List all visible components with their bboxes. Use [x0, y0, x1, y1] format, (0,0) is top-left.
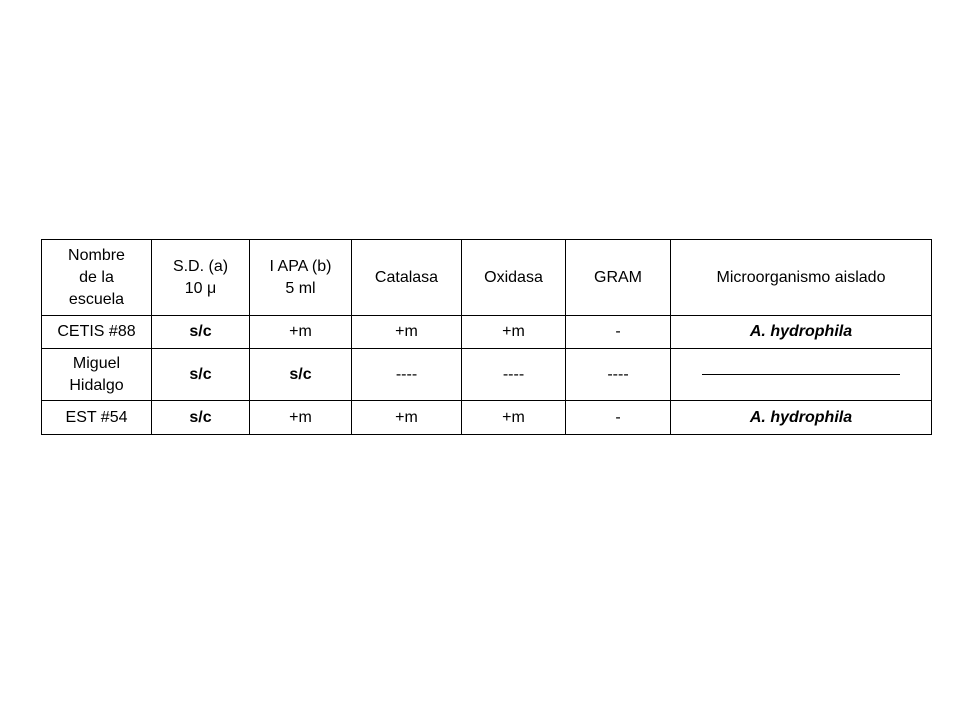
cell-oxidasa: +m — [462, 316, 566, 349]
cell-catalasa: +m — [352, 401, 462, 435]
organism-name: A. hydrophila — [749, 408, 853, 426]
table-row — [42, 349, 932, 401]
header-gram-line: GRAM — [594, 268, 642, 286]
cell-school — [42, 316, 152, 349]
cell-oxidasa: +m — [462, 401, 566, 435]
cell-sd: s/c — [152, 349, 250, 401]
header-micro-line: Microorganismo aislado — [716, 268, 886, 286]
cell-micro — [671, 316, 932, 349]
header-micro — [671, 240, 932, 316]
cell-catalasa: ---- — [352, 349, 462, 401]
header-row — [42, 240, 932, 316]
cell-iapa: +m — [250, 316, 352, 349]
cell-micro — [671, 349, 932, 401]
header-sd-line: S.D. (a) — [172, 257, 229, 275]
blank-rule — [702, 374, 900, 375]
cell-school — [42, 401, 152, 435]
school-name-line: Hidalgo — [69, 376, 124, 394]
cell-oxidasa: ---- — [462, 349, 566, 401]
cell-sd: s/c — [152, 316, 250, 349]
header-iapa — [250, 240, 352, 316]
header-sd — [152, 240, 250, 316]
header-school-line: Nombre — [68, 246, 125, 264]
header-oxidasa — [462, 240, 566, 316]
header-school-line: escuela — [68, 290, 125, 308]
header-school — [42, 240, 152, 316]
cell-sd: s/c — [152, 401, 250, 435]
header-gram — [566, 240, 671, 316]
organism-name: A. hydrophila — [749, 323, 853, 340]
table-row — [42, 401, 932, 435]
header-sd-line: 10 μ — [184, 279, 217, 297]
cell-micro — [671, 401, 932, 435]
header-catalasa — [352, 240, 462, 316]
table-row — [42, 316, 932, 349]
cell-gram: - — [566, 401, 671, 435]
header-iapa-line: 5 ml — [285, 279, 316, 297]
school-name: EST #54 — [65, 408, 128, 426]
header-catalasa-line: Catalasa — [374, 268, 439, 286]
cell-catalasa: +m — [352, 316, 462, 349]
results-table — [41, 239, 932, 435]
school-name: CETIS #88 — [57, 323, 136, 340]
cell-gram: - — [566, 316, 671, 349]
header-iapa-line: I APA (b) — [269, 257, 332, 275]
header-school-line: de la — [79, 268, 114, 286]
cell-iapa: +m — [250, 401, 352, 435]
header-oxidasa-line: Oxidasa — [484, 268, 543, 286]
cell-gram: ---- — [566, 349, 671, 401]
school-name-line: Miguel — [72, 354, 121, 372]
cell-iapa: s/c — [250, 349, 352, 401]
cell-school — [42, 349, 152, 401]
